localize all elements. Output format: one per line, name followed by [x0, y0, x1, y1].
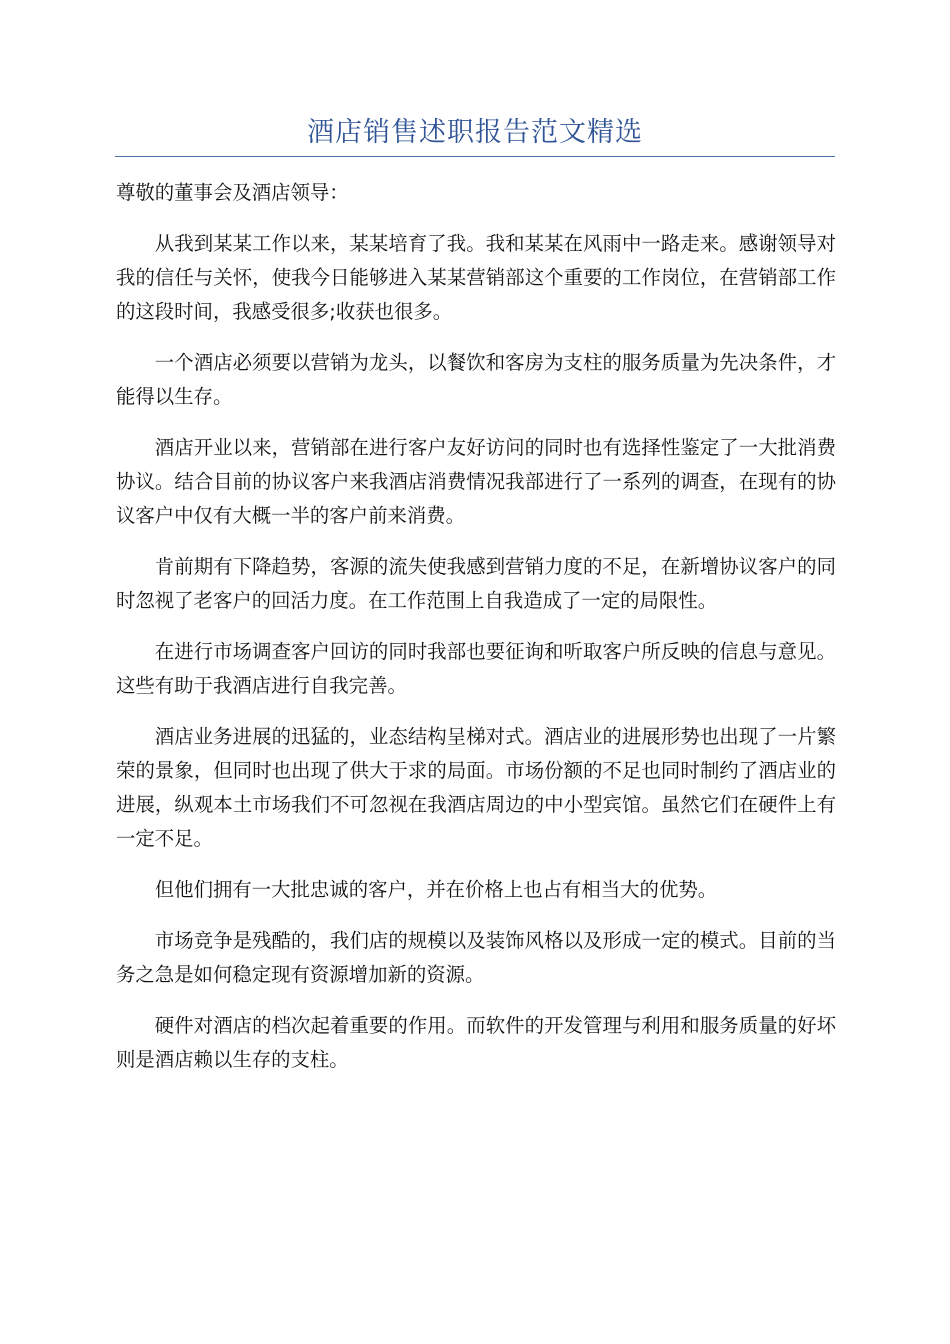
document-body — [116, 176, 836, 1094]
salutation: 尊敬的董事会及酒店领导： — [116, 181, 349, 204]
title-block — [115, 110, 835, 157]
paragraph-9: 硬件对酒店的档次起着重要的作用。而软件的开发管理与利用和服务质量的好坏则是酒店赖以生存的支柱。 — [116, 1014, 836, 1071]
paragraph-6: 酒店业务进展的迅猛的，业态结构呈梯对式。酒店业的进展形势也出现了一片繁荣的景象，但同时也出现了供大于求的局面。市场份额的不足也同时制约了酒店业的进展，纵观本土市场我们不可忽视在我酒店周边的中小型宾馆。虽然它们在硬件上有一定不足。 — [116, 725, 836, 850]
paragraph-2: 一个酒店必须要以营销为龙头，以餐饮和客房为支柱的服务质量为先决条件，才能得以生存。 — [116, 351, 836, 408]
paragraph-5: 在进行市场调查客户回访的同时我部也要征询和听取客户所反映的信息与意见。这些有助于我酒店进行自我完善。 — [116, 640, 836, 697]
paragraph-1: 从我到某某工作以来，某某培育了我。我和某某在风雨中一路走来。感谢领导对我的信任与关怀，使我今日能够进入某某营销部这个重要的工作岗位，在营销部工作的这段时间，我感受很多;收获也很多。 — [116, 232, 836, 323]
paragraph-7: 但他们拥有一大批忠诚的客户，并在价格上也占有相当大的优势。 — [154, 878, 718, 901]
paragraph-4: 肯前期有下降趋势，客源的流失使我感到营销力度的不足，在新增协议客户的同时忽视了老客户的回活力度。在工作范围上自我造成了一定的局限性。 — [116, 555, 836, 612]
page-title: 酒店销售述职报告范文精选 — [307, 117, 643, 148]
paragraph-3: 酒店开业以来，营销部在进行客户友好访问的同时也有选择性鉴定了一大批消费协议。结合目前的协议客户来我酒店消费情况我部进行了一系列的调查，在现有的协议客户中仅有大概一半的客户前来消费。 — [116, 436, 836, 527]
paragraph-8: 市场竞争是残酷的，我们店的规模以及装饰风格以及形成一定的模式。目前的当务之急是如何稳定现有资源增加新的资源。 — [116, 929, 836, 986]
